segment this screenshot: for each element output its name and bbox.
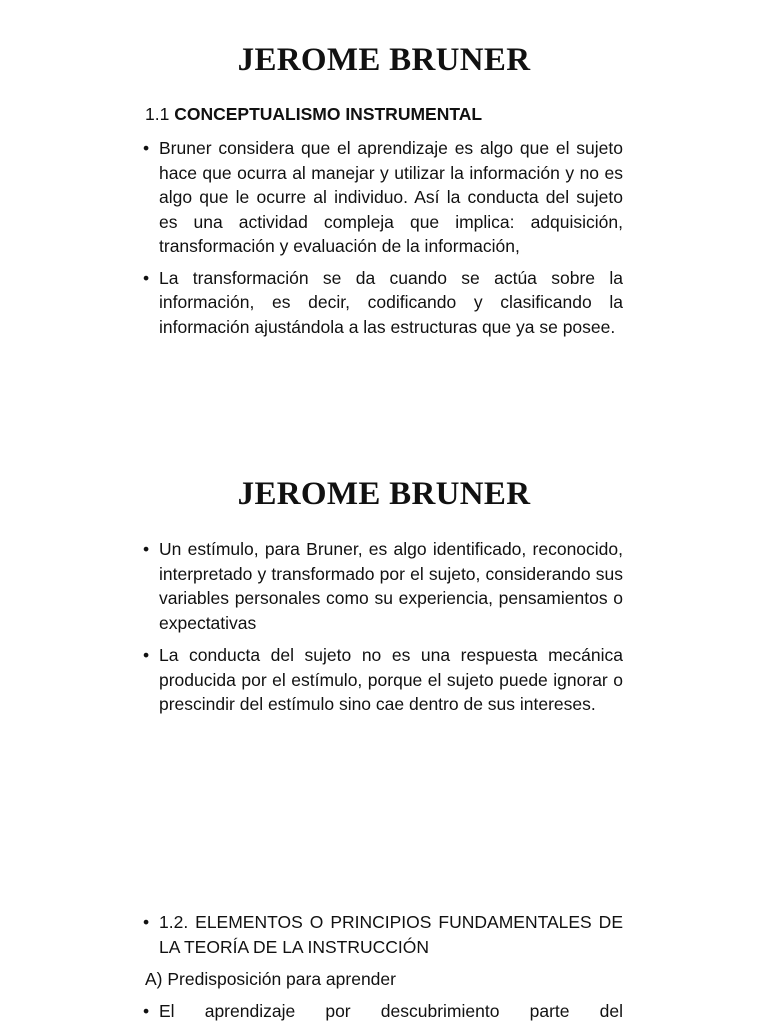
bullet-icon: • <box>143 912 150 932</box>
bullet-text: El aprendizaje por descubrimiento parte del <box>159 1001 623 1021</box>
slide-2-title: JEROME BRUNER <box>237 476 531 512</box>
list-item <box>143 910 623 959</box>
slide-3-heading-list <box>143 910 623 966</box>
bullet-icon: • <box>143 1001 150 1021</box>
subheading: A) Predisposición para aprender <box>145 969 396 989</box>
bullet-icon: • <box>143 539 150 559</box>
subtitle-number: 1.1 <box>145 104 170 124</box>
bullet-text: La transformación se da cuando se actúa sobre la información, es decir, codificando y clasificando la información ajustándola a las estructuras que ya se posee. <box>159 267 623 337</box>
bullet-icon: • <box>143 138 150 158</box>
subtitle-text: CONCEPTUALISMO INSTRUMENTAL <box>174 104 483 124</box>
section-heading: 1.2. ELEMENTOS O PRINCIPIOS FUNDAMENTALES DE LA TEORÍA DE LA INSTRUCCIÓN <box>159 912 623 957</box>
bullet-text: Un estímulo, para Bruner, es algo identificado, reconocido, interpretado y transformado por el sujeto, considerando sus variables personales como su experiencia, pensamientos o expectativas <box>159 539 623 633</box>
bullet-icon: • <box>143 267 150 288</box>
list-item <box>143 999 623 1024</box>
bullet-text: La conducta del sujeto no es una respuesta mecánica producida por el estímulo, porque el sujeto puede ignorar o prescindir del estímulo sino cae dentro de sus intereses. <box>159 645 623 714</box>
slide-3-bullet-list <box>143 999 623 1031</box>
bullet-text: Bruner considera que el aprendizaje es algo que el sujeto hace que ocurra al manejar y utilizar la información y no es algo que le ocurre al individuo. Así la conducta del sujeto es una actividad compleja que implica: adquisición, transformación y evaluación de la información, <box>159 138 623 256</box>
slide-1-title: JEROME BRUNER <box>237 42 531 78</box>
bullet-icon: • <box>143 645 150 665</box>
